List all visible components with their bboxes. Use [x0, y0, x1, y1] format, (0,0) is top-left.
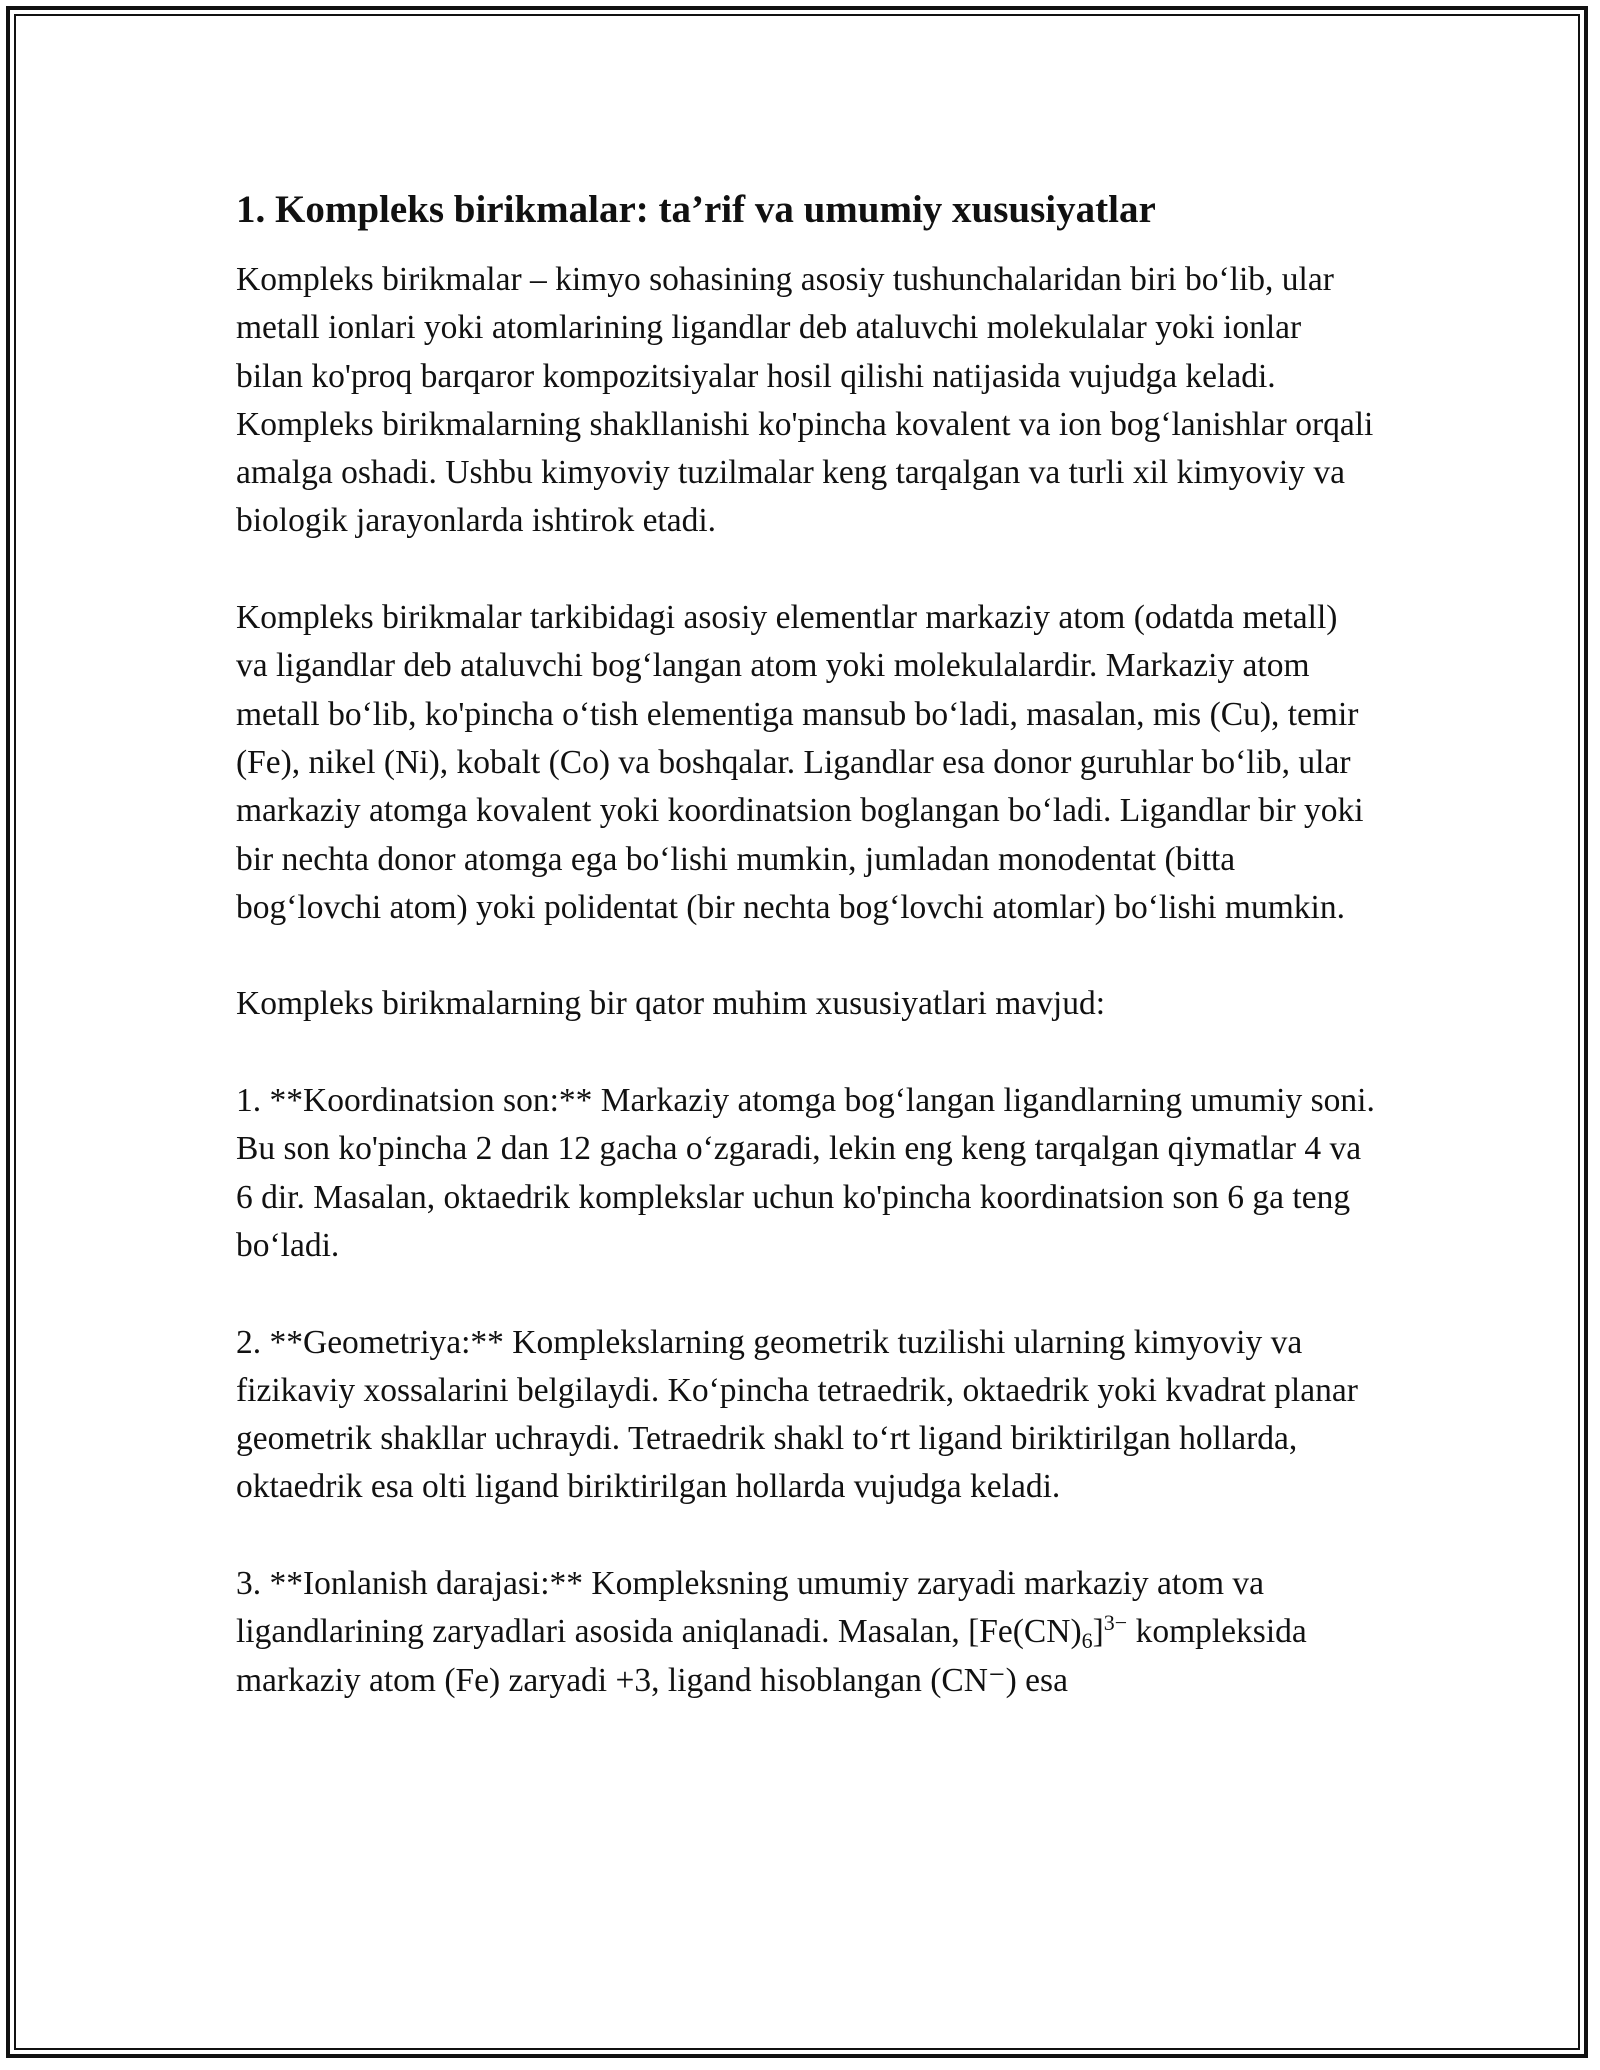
document-body [236, 182, 1376, 1753]
paragraph-properties-intro: Kompleks birikmalarning bir qator muhim xususiyatlari mavjud: [236, 985, 1106, 1023]
paragraph-geometry: 2. **Geometriya:** Komplekslarning geometrik tuzilishi ularning kimyoviy va fizikaviy xossalarini belgilaydi. Ko‘pincha tetraedrik, oktaedrik yoki kvadrat planar geometrik shakllar uchraydi. Tetraedrik shakl to‘rt ligand biriktirilgan hollarda, oktaedrik esa olti ligand biriktirilgan hollarda vujudga keladi. [236, 1323, 1358, 1506]
formula-subscript: 6 [1081, 1628, 1093, 1654]
paragraph-ionization [236, 1560, 1376, 1705]
paragraph-definition: Kompleks birikmalar – kimyo sohasining asosiy tushunchalaridan biri bo‘lib, ular metall ionlari yoki atomlarining ligandlar deb ataluvchi molekulalar yoki ionlar bilan ko'proq barqaror kompozitsiyalar hosil qilishi natijasida vujudga keladi. Kompleks birikmalarning shakllanishi ko'pincha kovalent va ion bog‘lanishlar orqali amalga oshadi. Ushbu kimyoviy tuzilmalar keng tarqalgan va turli xil kimyoviy va biologik jarayonlarda ishtirok etadi. [236, 261, 1374, 540]
ionization-text-before: 3. **Ionlanish darajasi:** Kompleksning umumiy zaryadi markaziy atom va ligandlarining zaryadlari asosida aniqlanadi. Masalan, [Fe(CN) [236, 1565, 1265, 1651]
ionization-text-after: kompleksida markaziy atom (Fe) zaryadi +3, ligand hisoblangan (CN⁻) esa [236, 1613, 1307, 1699]
formula-bracket: ] [1092, 1613, 1104, 1651]
paragraph-components: Kompleks birikmalar tarkibidagi asosiy elementlar markaziy atom (odatda metall) va ligandlar deb ataluvchi bog‘langan atom yoki molekulalardir. Markaziy atom metall bo‘lib, ko'pincha o‘tish elementiga mansub bo‘ladi, masalan, mis (Cu), temir (Fe), nikel (Ni), kobalt (Co) va boshqalar. Ligandlar esa donor guruhlar bo‘lib, ular markaziy atomga kovalent yoki koordinatsion boglangan bo‘ladi. Ligandlar bir yoki bir nechta donor atomga ega bo‘lishi mumkin, jumladan monodentat (bitta bog‘lovchi atom) yoki polidentat (bir nechta bog‘lovchi atomlar) bo‘lishi mumkin. [236, 599, 1364, 926]
formula-charge: 3− [1103, 1610, 1128, 1636]
section-heading: 1. Kompleks birikmalar: ta’rif va umumiy xususiyatlar [236, 188, 1156, 231]
paragraph-coordination-number: 1. **Koordinatsion son:** Markaziy atomga bog‘langan ligandlarning umumiy soni. Bu son ko'pincha 2 dan 12 gacha o‘zgaradi, lekin eng keng tarqalgan qiymatlar 4 va 6 dir. Masalan, oktaedrik komplekslar uchun ko'pincha koordinatsion son 6 ga teng bo‘ladi. [236, 1082, 1375, 1264]
